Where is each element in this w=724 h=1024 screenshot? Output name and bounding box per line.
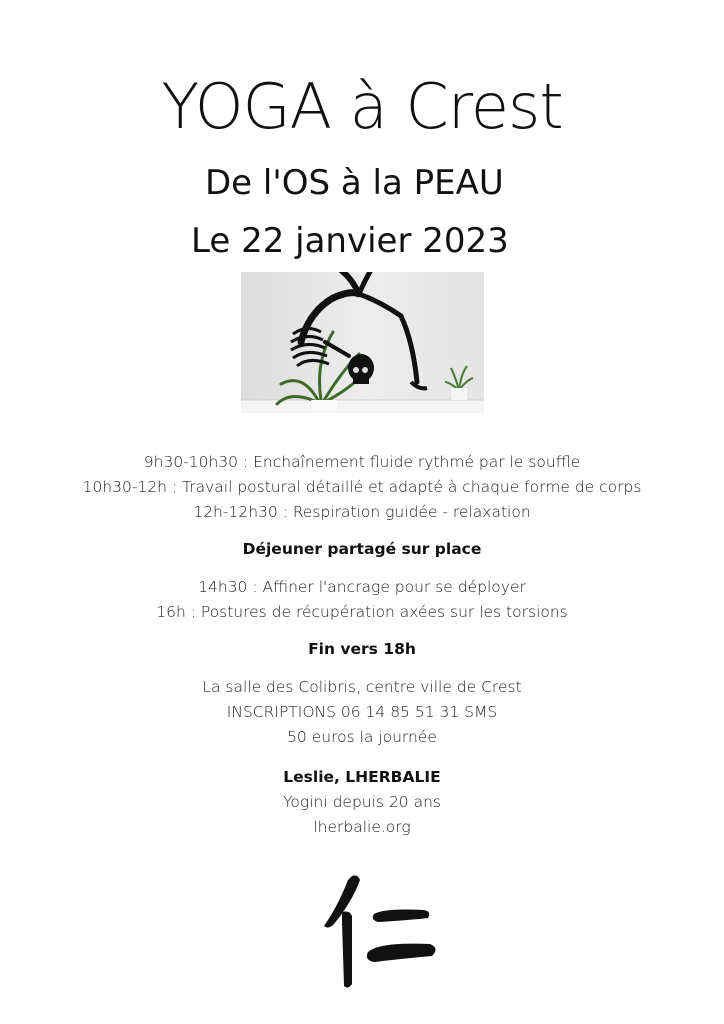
teacher-experience: Yogini depuis 20 ans: [283, 793, 441, 811]
schedule-morning: [0, 450, 724, 525]
schedule-item: 14h30 : Affiner l'ancrage pour se déployer: [198, 578, 526, 596]
schedule-item: 12h-12h30 : Respiration guidée - relaxation: [193, 503, 531, 521]
poster-subtitle: De l'OS à la PEAU: [205, 163, 504, 203]
teacher-info: [0, 765, 724, 840]
teacher-website: lherbalie.org: [313, 818, 411, 836]
lunch-note: Déjeuner partagé sur place: [242, 540, 482, 558]
schedule-afternoon: [0, 575, 724, 625]
kanji-calligraphy-icon: [312, 872, 442, 992]
poster-title: YOGA à Crest: [161, 70, 563, 143]
event-date: Le 22 janvier 2023: [191, 221, 509, 261]
registration: INSCRIPTIONS 06 14 85 51 31 SMS: [226, 703, 498, 721]
practical-info: [0, 675, 724, 750]
schedule-item: 10h30-12h : Travail postural détaillé et adapté à chaque forme de corps: [82, 478, 642, 496]
schedule-item: 16h : Postures de récupération axées sur les torsions: [156, 603, 568, 621]
end-time: Fin vers 18h: [308, 640, 416, 658]
schedule-item: 9h30-10h30 : Enchaînement fluide rythmé par le souffle: [143, 453, 581, 471]
skeleton-yoga-photo: [241, 272, 484, 413]
teacher-name: Leslie, LHERBALIE: [283, 768, 441, 786]
venue: La salle des Colibris, centre ville de Crest: [202, 678, 522, 696]
price: 50 euros la journée: [287, 728, 437, 746]
